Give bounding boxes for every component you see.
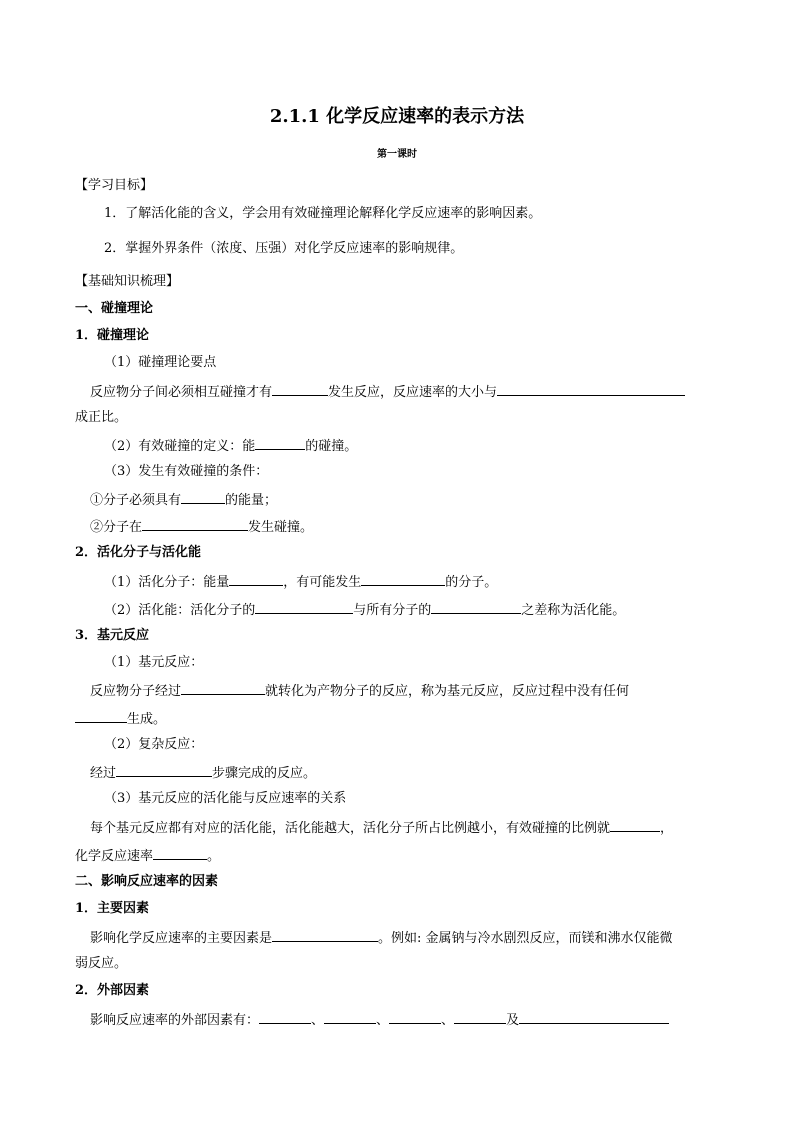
fill-blank[interactable] xyxy=(75,709,127,723)
text-span: 经过 xyxy=(90,766,117,781)
fill-blank[interactable] xyxy=(431,600,521,614)
text-span: 的碰撞。 xyxy=(305,439,358,454)
section-2-2-heading: 2．外部因素 xyxy=(75,983,150,998)
section-1-1-heading: 1．碰撞理论 xyxy=(75,328,150,343)
main-factor-text xyxy=(90,928,673,948)
text-span: 与所有分子的 xyxy=(353,603,432,618)
text-span: 。例如: 金属钠与冷水剧烈反应，而镁和沸水仅能微 xyxy=(378,931,673,946)
fill-blank[interactable] xyxy=(272,928,378,942)
fill-blank[interactable] xyxy=(610,818,660,832)
part1-heading: 一、碰撞理论 xyxy=(75,301,154,316)
fill-blank[interactable] xyxy=(153,846,207,860)
fill-blank[interactable] xyxy=(519,1010,669,1024)
section-2-1-heading: 1．主要因素 xyxy=(75,901,150,916)
fill-blank[interactable] xyxy=(229,572,283,586)
text-span: 影响反应速率的外部因素有： xyxy=(90,1013,260,1028)
activation-rate-relation-heading: （3）基元反应的活化能与反应速率的关系 xyxy=(104,791,347,806)
text-span: 反应物分子间必须相互碰撞才有 xyxy=(90,385,273,400)
goal-item-1: 1．了解活化能的含义，学会用有效碰撞理论解释化学反应速率的影响因素。 xyxy=(104,206,542,221)
main-factor-text-end: 弱反应。 xyxy=(75,956,128,971)
text-span: 化学反应速率 xyxy=(75,849,154,864)
activation-rate-relation-text-end xyxy=(75,846,220,866)
condition-2 xyxy=(90,517,313,537)
text-span: （2）活化能：活化分子的 xyxy=(104,603,256,618)
text-span: ， xyxy=(660,821,674,836)
text-span: ②分子在 xyxy=(90,520,143,535)
complex-reaction-heading: （2）复杂反应： xyxy=(104,737,204,752)
collision-point-heading: （1）碰撞理论要点 xyxy=(104,355,217,370)
fill-blank[interactable] xyxy=(361,572,445,586)
fill-blank[interactable] xyxy=(497,382,685,396)
elementary-reaction-text xyxy=(90,681,629,701)
fill-blank[interactable] xyxy=(116,763,212,777)
fill-blank[interactable] xyxy=(259,1010,311,1024)
effective-collision-definition xyxy=(104,436,357,456)
text-span: 反应物分子经过 xyxy=(90,684,182,699)
fill-blank[interactable] xyxy=(324,1010,376,1024)
fill-blank[interactable] xyxy=(181,490,225,504)
fill-blank[interactable] xyxy=(389,1010,441,1024)
text-span: 发生反应，反应速率的大小与 xyxy=(328,385,498,400)
separator: 、 xyxy=(311,1013,325,1028)
goals-heading: 【学习目标】 xyxy=(75,178,154,193)
text-span: 之差称为活化能。 xyxy=(521,603,626,618)
activation-energy xyxy=(104,600,625,620)
fill-blank[interactable] xyxy=(272,382,328,396)
page-subtitle: 第一课时 xyxy=(377,149,417,160)
collision-point-text-end: 成正比。 xyxy=(75,410,128,425)
fill-blank[interactable] xyxy=(255,600,353,614)
text-span: （1）活化分子：能量 xyxy=(104,575,230,590)
effective-collision-conditions: （3）发生有效碰撞的条件： xyxy=(104,464,269,479)
text-span: 就转化为产物分子的反应，称为基元反应，反应过程中没有任何 xyxy=(265,684,630,699)
goal-item-2: 2．掌握外界条件（浓度、压强）对化学反应速率的影响规律。 xyxy=(104,241,464,256)
condition-1 xyxy=(90,490,277,510)
fill-blank[interactable] xyxy=(255,436,305,450)
separator: 、 xyxy=(376,1013,390,1028)
text-span: 步骤完成的反应。 xyxy=(212,766,317,781)
fill-blank[interactable] xyxy=(181,681,265,695)
collision-point-text xyxy=(90,382,685,402)
page-title: 2.1.1 化学反应速率的表示方法 xyxy=(269,106,525,127)
elementary-reaction-text-end xyxy=(75,709,166,729)
section-1-3-heading: 3．基元反应 xyxy=(75,628,150,643)
basics-heading: 【基础知识梳理】 xyxy=(75,274,180,289)
section-1-2-heading: 2．活化分子与活化能 xyxy=(75,545,202,560)
text-span: 发生碰撞。 xyxy=(248,520,314,535)
text-span: ，有可能发生 xyxy=(283,575,362,590)
activated-molecule xyxy=(104,572,497,592)
text-span: 的分子。 xyxy=(445,575,498,590)
elementary-reaction-heading: （1）基元反应： xyxy=(104,655,204,670)
part2-heading: 二、影响反应速率的因素 xyxy=(75,874,219,889)
activation-rate-relation-text xyxy=(90,818,673,838)
complex-reaction-text xyxy=(90,763,316,783)
text-span: 。 xyxy=(207,849,221,864)
text-span: 及 xyxy=(506,1013,520,1028)
text-span: （2）有效碰撞的定义：能 xyxy=(104,439,256,454)
fill-blank[interactable] xyxy=(454,1010,506,1024)
fill-blank[interactable] xyxy=(142,517,248,531)
text-span: 每个基元反应都有对应的活化能，活化能越大，活化分子所占比例越小，有效碰撞的比例就 xyxy=(90,821,611,836)
external-factors-text xyxy=(90,1010,669,1030)
text-span: 生成。 xyxy=(127,712,167,727)
text-span: 的能量； xyxy=(225,493,278,508)
text-span: 影响化学反应速率的主要因素是 xyxy=(90,931,273,946)
separator: 、 xyxy=(441,1013,455,1028)
text-span: ①分子必须具有 xyxy=(90,493,182,508)
